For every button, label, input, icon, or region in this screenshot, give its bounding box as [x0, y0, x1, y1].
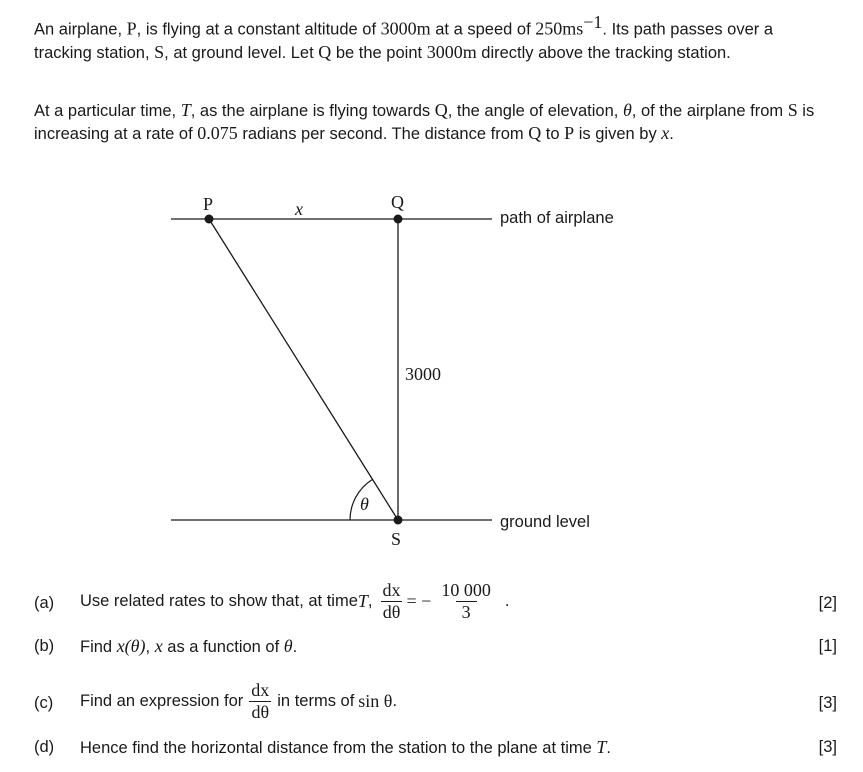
fraction-numerator: dx [382, 580, 401, 600]
text: is given by [574, 125, 662, 143]
point-Q-dot [394, 215, 403, 224]
label-path-of-airplane: path of airplane [500, 209, 614, 227]
marks: [1] [818, 637, 837, 655]
math-altitude: 3000m [380, 18, 431, 39]
marks: [3] [818, 694, 837, 712]
math-P: P [126, 18, 137, 39]
fraction-numerator: 10 000 [441, 580, 491, 600]
question-text [80, 580, 509, 623]
text: be the point [331, 43, 427, 62]
text: , [367, 592, 373, 610]
fraction-denominator: dθ [251, 702, 270, 722]
text: , as the airplane is flying towards [190, 102, 435, 120]
math-speed: 250ms [535, 18, 584, 39]
text: . Its path passes over a tracking station, [34, 20, 774, 62]
text: , the angle of elevation, [447, 102, 623, 120]
text: An airplane, [34, 20, 127, 39]
question-letter: (c) [34, 694, 54, 712]
math-T: T [180, 100, 191, 120]
label-height: 3000 [405, 364, 441, 384]
fraction-denominator: dθ [382, 602, 401, 622]
equals-minus: = − [406, 591, 432, 611]
rate-value-fraction [435, 580, 497, 623]
label-S: S [391, 529, 402, 549]
text: directly above the tracking station. [476, 43, 731, 62]
math-P: P [564, 123, 575, 143]
derivative-dx-dtheta [249, 680, 271, 723]
text: . [504, 592, 510, 610]
text: radians per second. The distance from [237, 125, 529, 143]
text: , [145, 638, 155, 656]
line-of-sight [209, 219, 398, 520]
math-S: S [787, 100, 798, 120]
question-letter: (d) [34, 738, 55, 756]
marks: [2] [818, 594, 837, 612]
label-ground-level: ground level [500, 513, 590, 531]
label-theta: θ [360, 494, 369, 514]
text: Find [80, 638, 117, 656]
text: at a speed of [430, 20, 536, 39]
text: . [392, 692, 398, 710]
text: in terms of [277, 692, 355, 710]
text: is increasing at a rate of [34, 102, 815, 143]
math-Q: Q [528, 123, 542, 143]
label-x: x [295, 199, 303, 219]
marks: [3] [818, 738, 837, 756]
math-x-of-theta: x(θ) [116, 636, 146, 656]
derivative-dx-dtheta [381, 580, 403, 623]
text: . [292, 638, 298, 656]
text: , is flying at a constant altitude of [136, 20, 381, 39]
math-speed-exponent: −1 [583, 12, 603, 32]
label-P: P [203, 194, 214, 214]
point-P-dot [205, 215, 214, 224]
math-T: T [596, 737, 607, 757]
text: , at ground level. Let [164, 43, 319, 62]
math-sin-theta: sin θ [358, 691, 393, 711]
math-S: S [154, 41, 165, 62]
text: Find an expression for [80, 692, 244, 710]
text: Use related rates to show that, at time [80, 592, 358, 610]
text: Hence find the horizontal distance from the station to the plane at time [80, 739, 597, 757]
question-text [80, 680, 397, 723]
fraction-numerator: dx [251, 680, 270, 700]
math-Q: Q [434, 100, 448, 120]
math-rate: 0.075 [197, 123, 238, 143]
question-letter: (b) [34, 637, 55, 655]
question-text [80, 636, 297, 657]
text: . [606, 739, 611, 757]
text: . [669, 125, 674, 143]
math-altitude: 3000m [426, 41, 477, 62]
text: , of the airplane from [631, 102, 788, 120]
text: to [541, 125, 565, 143]
question-text [80, 737, 611, 758]
math-theta: θ [283, 636, 293, 656]
label-Q: Q [391, 192, 404, 212]
math-x: x [154, 636, 163, 656]
math-T: T [357, 591, 368, 611]
math-Q: Q [318, 41, 332, 62]
fraction-denominator: 3 [456, 601, 477, 623]
question-letter: (a) [34, 594, 55, 612]
text: as a function of [162, 638, 284, 656]
math-theta: θ [622, 100, 632, 120]
point-S-dot [394, 516, 403, 525]
math-x: x [661, 123, 670, 143]
text: At a particular time, [34, 102, 181, 120]
